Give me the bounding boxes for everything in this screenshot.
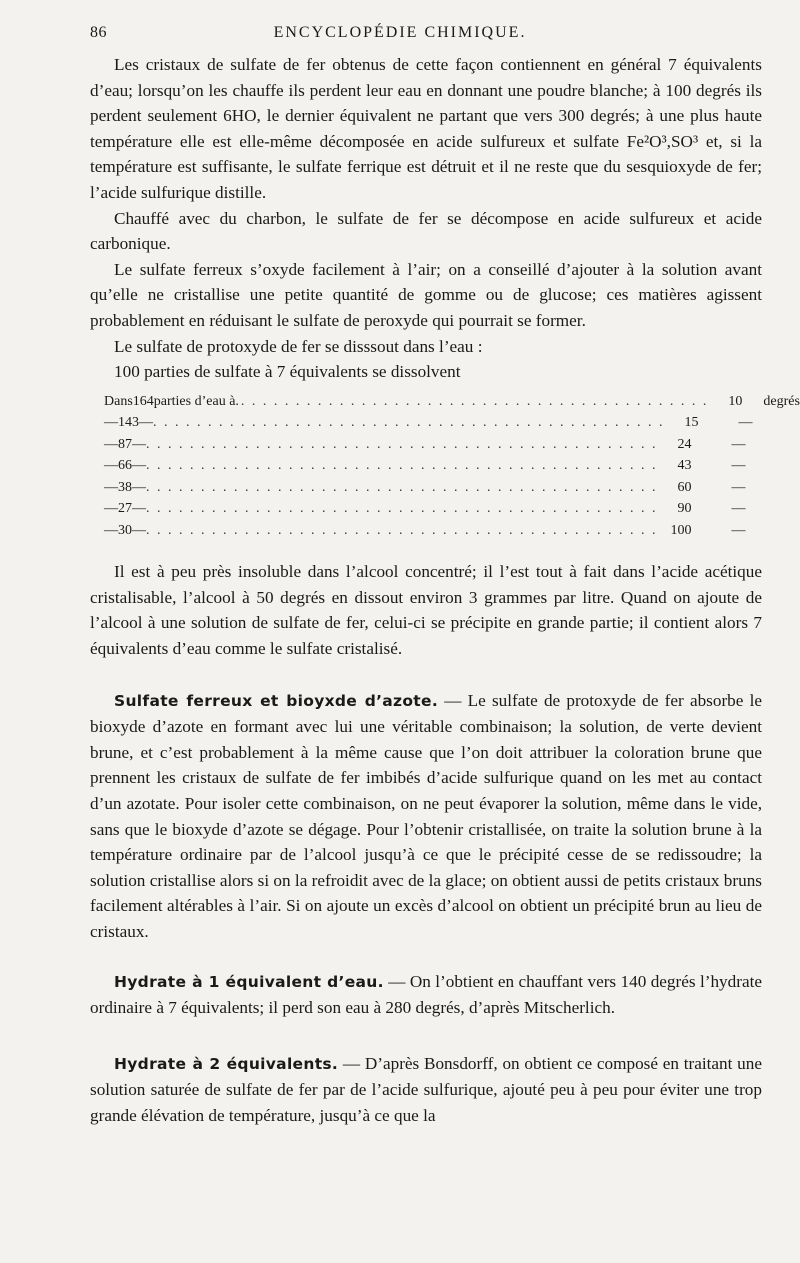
table-leader-dots: . . . . . . . . . . . . . . . . . . . . . . . . . . . . . . . . . . . . . . . . . . . . . . . <box>146 522 658 538</box>
table-degrees: 60 <box>677 479 692 495</box>
table-dash: — <box>731 522 746 538</box>
table-dash: — <box>132 436 146 452</box>
table-parts: 27 <box>118 501 132 517</box>
table-row <box>104 520 746 542</box>
table-dash: — <box>132 479 146 495</box>
table-dash: — <box>104 501 118 517</box>
section-text: — On l’obtient en chauffant vers 140 degrés l’hydrate ordinaire à 7 équivalents; il perd son eau à 280 degrés, d’après Mitscherlich. <box>90 971 762 1018</box>
table-degrees: 10 <box>728 393 743 409</box>
page-number: 86 <box>90 24 107 41</box>
table-leader-dots: . . . . . . . . . . . . . . . . . . . . . . . . . . . . . . . . . . . . . . . . . . . . . . . <box>153 415 665 431</box>
table-suffix: parties d’eau à. <box>153 393 239 409</box>
section-text: — Le sulfate de protoxyde de fer absorbe le bioxyde d’azote en formant avec lui une véritable combinaison; la solution, de verte devient brune, et c’est probablement à la même cause que l’on doit attribuer la coloration brune que prennent les cristaux de sulfate de fer imbibés d’acide sulfurique quand on les met au contact d’un azotate. Pour isoler cette combinaison, on ne peut évaporer la solution, même dans le vide, sans que le bioxyde d’azote se dégage. Pour l’obtenir cristallisée, on traite la solution brune à la température ordinaire par de l’alcool jusqu’à ce que le précipité cesse de se redissoudre; la solution cristallise alors si on la refroidit avec de la glace; on obtient aussi de petits cristaux bruns facilement altérables à l’air. Si on ajoute un excès d’alcool on obtient un précipité brun au lieu de cristaux. <box>90 690 762 941</box>
table-dash: — <box>132 522 146 538</box>
section-nitric-oxide <box>90 688 762 945</box>
table-parts: 38 <box>118 479 132 495</box>
table-dash: — <box>731 458 746 474</box>
table-leader-dots: . . . . . . . . . . . . . . . . . . . . . . . . . . . . . . . . . . . . . . . . . . . . . . . <box>146 501 658 517</box>
section-heading: Sulfate ferreux et bioyxde d’azote. <box>114 691 439 710</box>
table-dash: — <box>731 479 746 495</box>
solubility-table <box>104 391 800 542</box>
table-dash: — <box>104 436 118 452</box>
table-row <box>104 498 746 520</box>
section-hydrate-1 <box>90 969 762 1021</box>
paragraph-charcoal: Chauffé avec du charbon, le sulfate de fer se décompose en acide sulfureux et acide carbonique. <box>90 208 762 254</box>
table-row <box>104 434 746 456</box>
table-dash: — <box>104 522 118 538</box>
table-degrees: 90 <box>677 501 692 517</box>
table-parts: 30 <box>118 522 132 538</box>
table-degrees: 43 <box>677 458 692 474</box>
paragraph-oxidation: Le sulfate ferreux s’oxyde facilement à l’air; on a conseillé d’ajouter à la solution avant qu’elle ne cristallise une petite quantité de gomme ou de glucose; ces matières agissent probablement en réduisant le sulfate de peroxyde qui pourrait se former. <box>90 259 762 330</box>
table-row <box>104 455 746 477</box>
table-parts: 87 <box>118 436 132 452</box>
table-dash: — <box>104 479 118 495</box>
section-hydrate-2 <box>90 1051 762 1129</box>
table-degrees: 24 <box>677 436 692 452</box>
table-parts: 164 <box>132 393 154 409</box>
table-parts: 143 <box>118 415 139 431</box>
table-row <box>104 477 746 499</box>
table-degrees: 100 <box>670 522 692 538</box>
running-title: ENCYCLOPÉDIE CHIMIQUE. <box>273 24 527 41</box>
paragraph-solubility-parts: 100 parties de sulfate à 7 équivalents se dissolvent <box>114 362 461 382</box>
table-dash: — <box>738 415 753 431</box>
table-row <box>104 391 800 413</box>
table-leader-dots: . . . . . . . . . . . . . . . . . . . . . . . . . . . . . . . . . . . . . . . . . . . . . . . <box>146 458 658 474</box>
table-dash: — <box>139 415 153 431</box>
table-leader-dots: . . . . . . . . . . . . . . . . . . . . . . . . . . . . . . . . . . . . . . . . . . . . . . . <box>146 436 658 452</box>
table-dash: — <box>132 458 146 474</box>
table-parts: 66 <box>118 458 132 474</box>
paragraph-crystals: Les cristaux de sulfate de fer obtenus de cette façon contiennent en général 7 équivalents d’eau; lorsqu’on les chauffe ils perdent leur eau en donnant une poudre blanche; à 100 degrés ils perdent seulement 6HO, le dernier équivalent ne partant que vers 300 degrés; à une plus haute température elle est elle-même décomposée en acide sulfureux et sulfate Fe²O³,SO³ et, si la température est suffisante, le sulfate ferrique est détruit et il ne reste que du sesquioxyde de fer; l’acide sulfurique distille. <box>90 55 762 202</box>
table-row <box>104 412 753 434</box>
table-dash: — <box>731 436 746 452</box>
table-leader-dots: . . . . . . . . . . . . . . . . . . . . . . . . . . . . . . . . . . . . . . . . . . . <box>240 393 709 409</box>
page-body <box>90 52 800 1129</box>
table-dash: — <box>104 458 118 474</box>
table-prefix: Dans <box>104 393 133 409</box>
table-dash: — <box>104 415 118 431</box>
table-unit: degrés <box>763 393 800 409</box>
paragraph-alcohol: Il est à peu près insoluble dans l’alcool concentré; il l’est tout à fait dans l’acide acétique cristalisable, l’alcool à 50 degrés en dissout environ 3 grammes par litre. Quand on ajoute de l’alcool à une solution de sulfate de fer, celui-ci se précipite en grande partie; il contient alors 7 équivalents d’eau comme le sulfate cristalisé. <box>90 562 762 658</box>
table-dash: — <box>132 501 146 517</box>
section-heading: Hydrate à 1 équivalent d’eau. <box>114 972 384 991</box>
table-leader-dots: . . . . . . . . . . . . . . . . . . . . . . . . . . . . . . . . . . . . . . . . . . . . . . . <box>146 479 658 495</box>
section-heading: Hydrate à 2 équivalents. <box>114 1054 339 1073</box>
section-text: — D’après Bonsdorff, on obtient ce composé en traitant une solution saturée de sulfate de fer par de l’acide sulfurique, ajouté peu à peu pour éviter une trop grande élévation de température, jusqu’à ce que la <box>90 1053 762 1125</box>
running-header <box>90 24 760 42</box>
table-degrees: 15 <box>684 415 699 431</box>
table-dash: — <box>731 501 746 517</box>
paragraph-solubility-intro: Le sulfate de protoxyde de fer se disssout dans l’eau : <box>114 336 483 356</box>
